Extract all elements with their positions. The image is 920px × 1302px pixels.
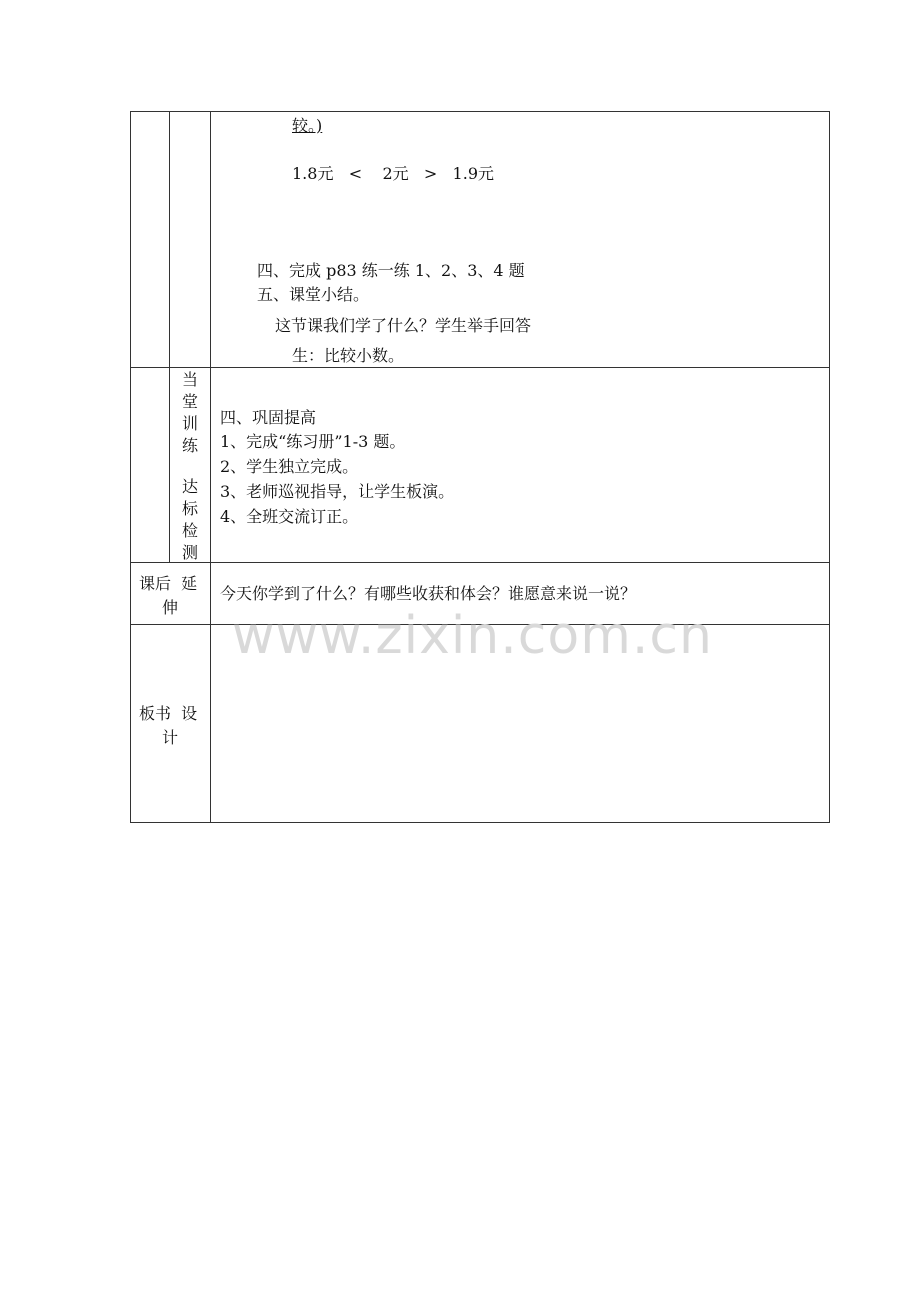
row-divider-2 [130,562,830,563]
label-char: 当 [181,370,198,389]
consolidation-item: 2、学生独立完成。 [220,457,359,476]
board-design-label-line2: 计 [162,728,179,747]
row-divider-1 [130,367,830,368]
step-5-text: 五、课堂小结。 [257,285,370,304]
watermark: www.zixin.com.cn [232,606,713,666]
extension-label-line1: 课后 延 [139,574,198,593]
summary-question: 这节课我们学了什么？学生举手回答 [275,316,532,335]
label-char: 训 [181,414,198,433]
table-border-right [829,111,830,823]
sub-column-divider [169,111,170,563]
consolidation-item: 4、全班交流订正。 [220,507,359,526]
label-char: 堂 [181,392,198,411]
compare-end-text: 较。) [292,116,323,135]
summary-answer: 生：比较小数。 [292,346,405,365]
consolidation-title: 四、巩固提高 [220,408,317,427]
compare-line: 1.8元 < 2元 > 1.9元 [292,164,495,183]
table-border-top [130,111,830,112]
extension-label-line2: 伸 [162,598,179,617]
consolidation-item: 3、老师巡视指导，让学生板演。 [220,482,455,501]
table-border-bottom [130,822,830,823]
label-char: 练 [181,436,198,455]
label-char: 标 [181,499,198,518]
extension-content: 今天你学到了什么？有哪些收获和体会？谁愿意来说一说？ [220,584,637,603]
column-divider [210,111,211,823]
label-char: 检 [181,521,198,540]
label-char: 达 [181,477,198,496]
table-border-left [130,111,131,823]
label-char: 测 [181,543,198,562]
step-4-text: 四、完成 p83 练一练 1、2、3、4 题 [257,261,525,280]
board-design-label-line1: 板书 设 [139,704,198,723]
consolidation-item: 1、完成“练习册”1-3 题。 [220,432,406,451]
